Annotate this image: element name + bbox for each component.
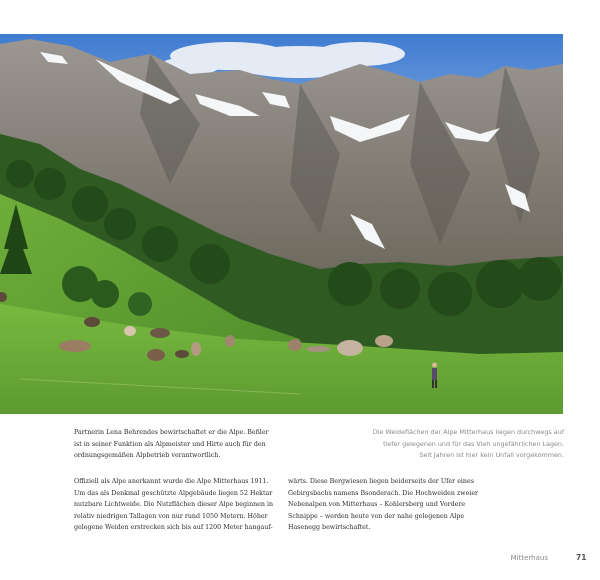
page-number: 71 (576, 553, 587, 562)
photo-illustration (0, 34, 563, 414)
alpine-pasture-photo (0, 34, 563, 414)
photo-caption: Die Weideflächen der Alpe Mitterhaus liegen durchwegs auf tiefer gelegenen und für das Vieh ungefährlichen Lagen. Seit Jahren ist hier kein Unfall vorgekommen. (372, 428, 564, 460)
paragraph-2: Offiziell als Alpe anerkannt wurde die Alpe Mitterhaus 1911. Um das als Denkmal geschützte Alpgebäude liegen 52 Hektar nutzbare Lichtweide. Die Nutzflächen dieser Alpe beginnen in relativ niedrigen Tallagen von nur rund 1050 Metern. Höher gelegene Weiden erstrecken sich bis auf 1200 Meter hangauf- (74, 478, 274, 532)
paragraph-1: Partnerin Lena Behrendes bewirtschaftet er die Alpe. Beßler ist in seiner Funktion als Alpmeister und Hirte auch für den ordnungsgemäßen Alpbetrieb verantwortlich. (74, 429, 269, 460)
paragraph-3: wärts. Diese Bergwiesen liegen beiderseits der Ufer eines Gebirgsbachs namens Bsonderach. Die Hochweiden zweier Nebenalpen von Mitterhaus – Kohlersberg und Vordere Schnippe – werden heute von der nahe gelegenen Alpe Hasenegg bewirtschaftet. (288, 478, 479, 532)
running-footer-section: Mitterhaus (510, 554, 548, 562)
